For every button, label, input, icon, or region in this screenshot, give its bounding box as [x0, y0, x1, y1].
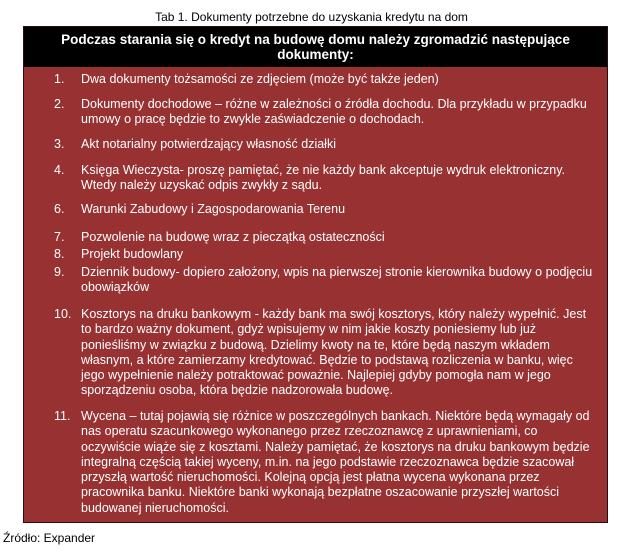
list-item-number: 2. [54, 97, 65, 111]
list-item-number: 7. [54, 230, 65, 244]
list-item-text: Projekt budowlany [81, 247, 184, 261]
list-item-text: Księga Wieczysta- proszę pamiętać, że nie każdy bank akceptuje wydruk elektroniczny. Wtedy należy uzyskać odpis zwykły z sądu. [81, 163, 566, 193]
list-item [54, 409, 599, 516]
list-item-number: 3. [54, 137, 65, 151]
list-item-text: Warunki Zabudowy i Zagospodarowania Terenu [81, 202, 346, 216]
list-item [54, 163, 599, 194]
list-item-text: Wycena – tutaj pojawią się różnice w poszczególnych bankach. Niektóre będą wymagały od nas operatu szacunkowego wykonanego przez rzeczoznawcę z uprawnieniami, co oczywiście wiąże się z kosztami. Należy pamiętać, że kosztorys na druku bankowym będzie integralną częścią takiej wyceny, m.in. na jego podstawie rzeczoznawca będzie szacował przyszłą wartość nieruchomości. Kolejną opcją jest płatna wycena wykonana przez pracownika banku. Niektóre banki wykonają bezpłatne oszacowanie przyszłej wartości budowanej nieruchomości. [81, 409, 590, 515]
list-item-text: Dziennik budowy- dopiero założony, wpis na pierwszej stronie kierownika budowy o podjęciu obowiązków [81, 265, 593, 295]
list-item-number: 10. [54, 307, 72, 321]
list-item-text: Akt notarialny potwierdzający własność działki [81, 137, 336, 151]
table-header: Podczas starania się o kredyt na budowę domu należy zgromadzić następujące dokumenty: [24, 27, 607, 67]
list-item-text: Dwa dokumenty tożsamości ze zdjęciem (może być także jeden) [81, 72, 439, 86]
list-item [54, 265, 599, 296]
list-item [54, 307, 599, 399]
table-caption-text: Dokumenty potrzebne do uzyskania kredytu na dom [191, 10, 468, 24]
list-item [54, 72, 599, 87]
list-item-text: Kosztorys na druku bankowym - każdy bank ma swój kosztorys, który należy wypełnić. Jest to bardzo ważny dokument, gdyż wpisujemy w nim jakie koszty poniesiemy lub już ponieśliśmy w związku z budową. Dzielimy kwoty na te, które będą naszym wkładem własnym, a które zamierzamy kredytować. Będzie to podstawą rozliczenia w banku, więc jego wypełnienie należy potraktować poważnie. Najlepiej gdyby pomogła nam w jego sporządzeniu osoba, która będzie nadzorowała budowę. [81, 307, 587, 398]
list-item [54, 247, 599, 262]
list-item [54, 230, 599, 245]
list-item [54, 97, 599, 128]
documents-table [23, 26, 608, 523]
list-item-text: Pozwolenie na budowę wraz z pieczątką ostateczności [81, 230, 385, 244]
list-item [54, 202, 599, 217]
list-item-number: 8. [54, 247, 65, 261]
table-caption-label: Tab 1. [155, 10, 188, 24]
list-item-text: Dokumenty dochodowe – różne w zależności o źródła dochodu. Dla przykładu w przypadku umowy o pracę będzie to zwykle zaświadczenie o dochodach. [81, 97, 587, 127]
list-item-number: 6. [54, 202, 65, 216]
list-item-number: 9. [54, 265, 65, 279]
list-item [54, 137, 599, 152]
source-note: Źródło: Expander [3, 531, 96, 545]
table-caption [0, 10, 623, 24]
list-item-number: 4. [54, 163, 65, 177]
list-item-number: 1. [54, 72, 65, 86]
list-item-number: 11. [54, 409, 71, 423]
